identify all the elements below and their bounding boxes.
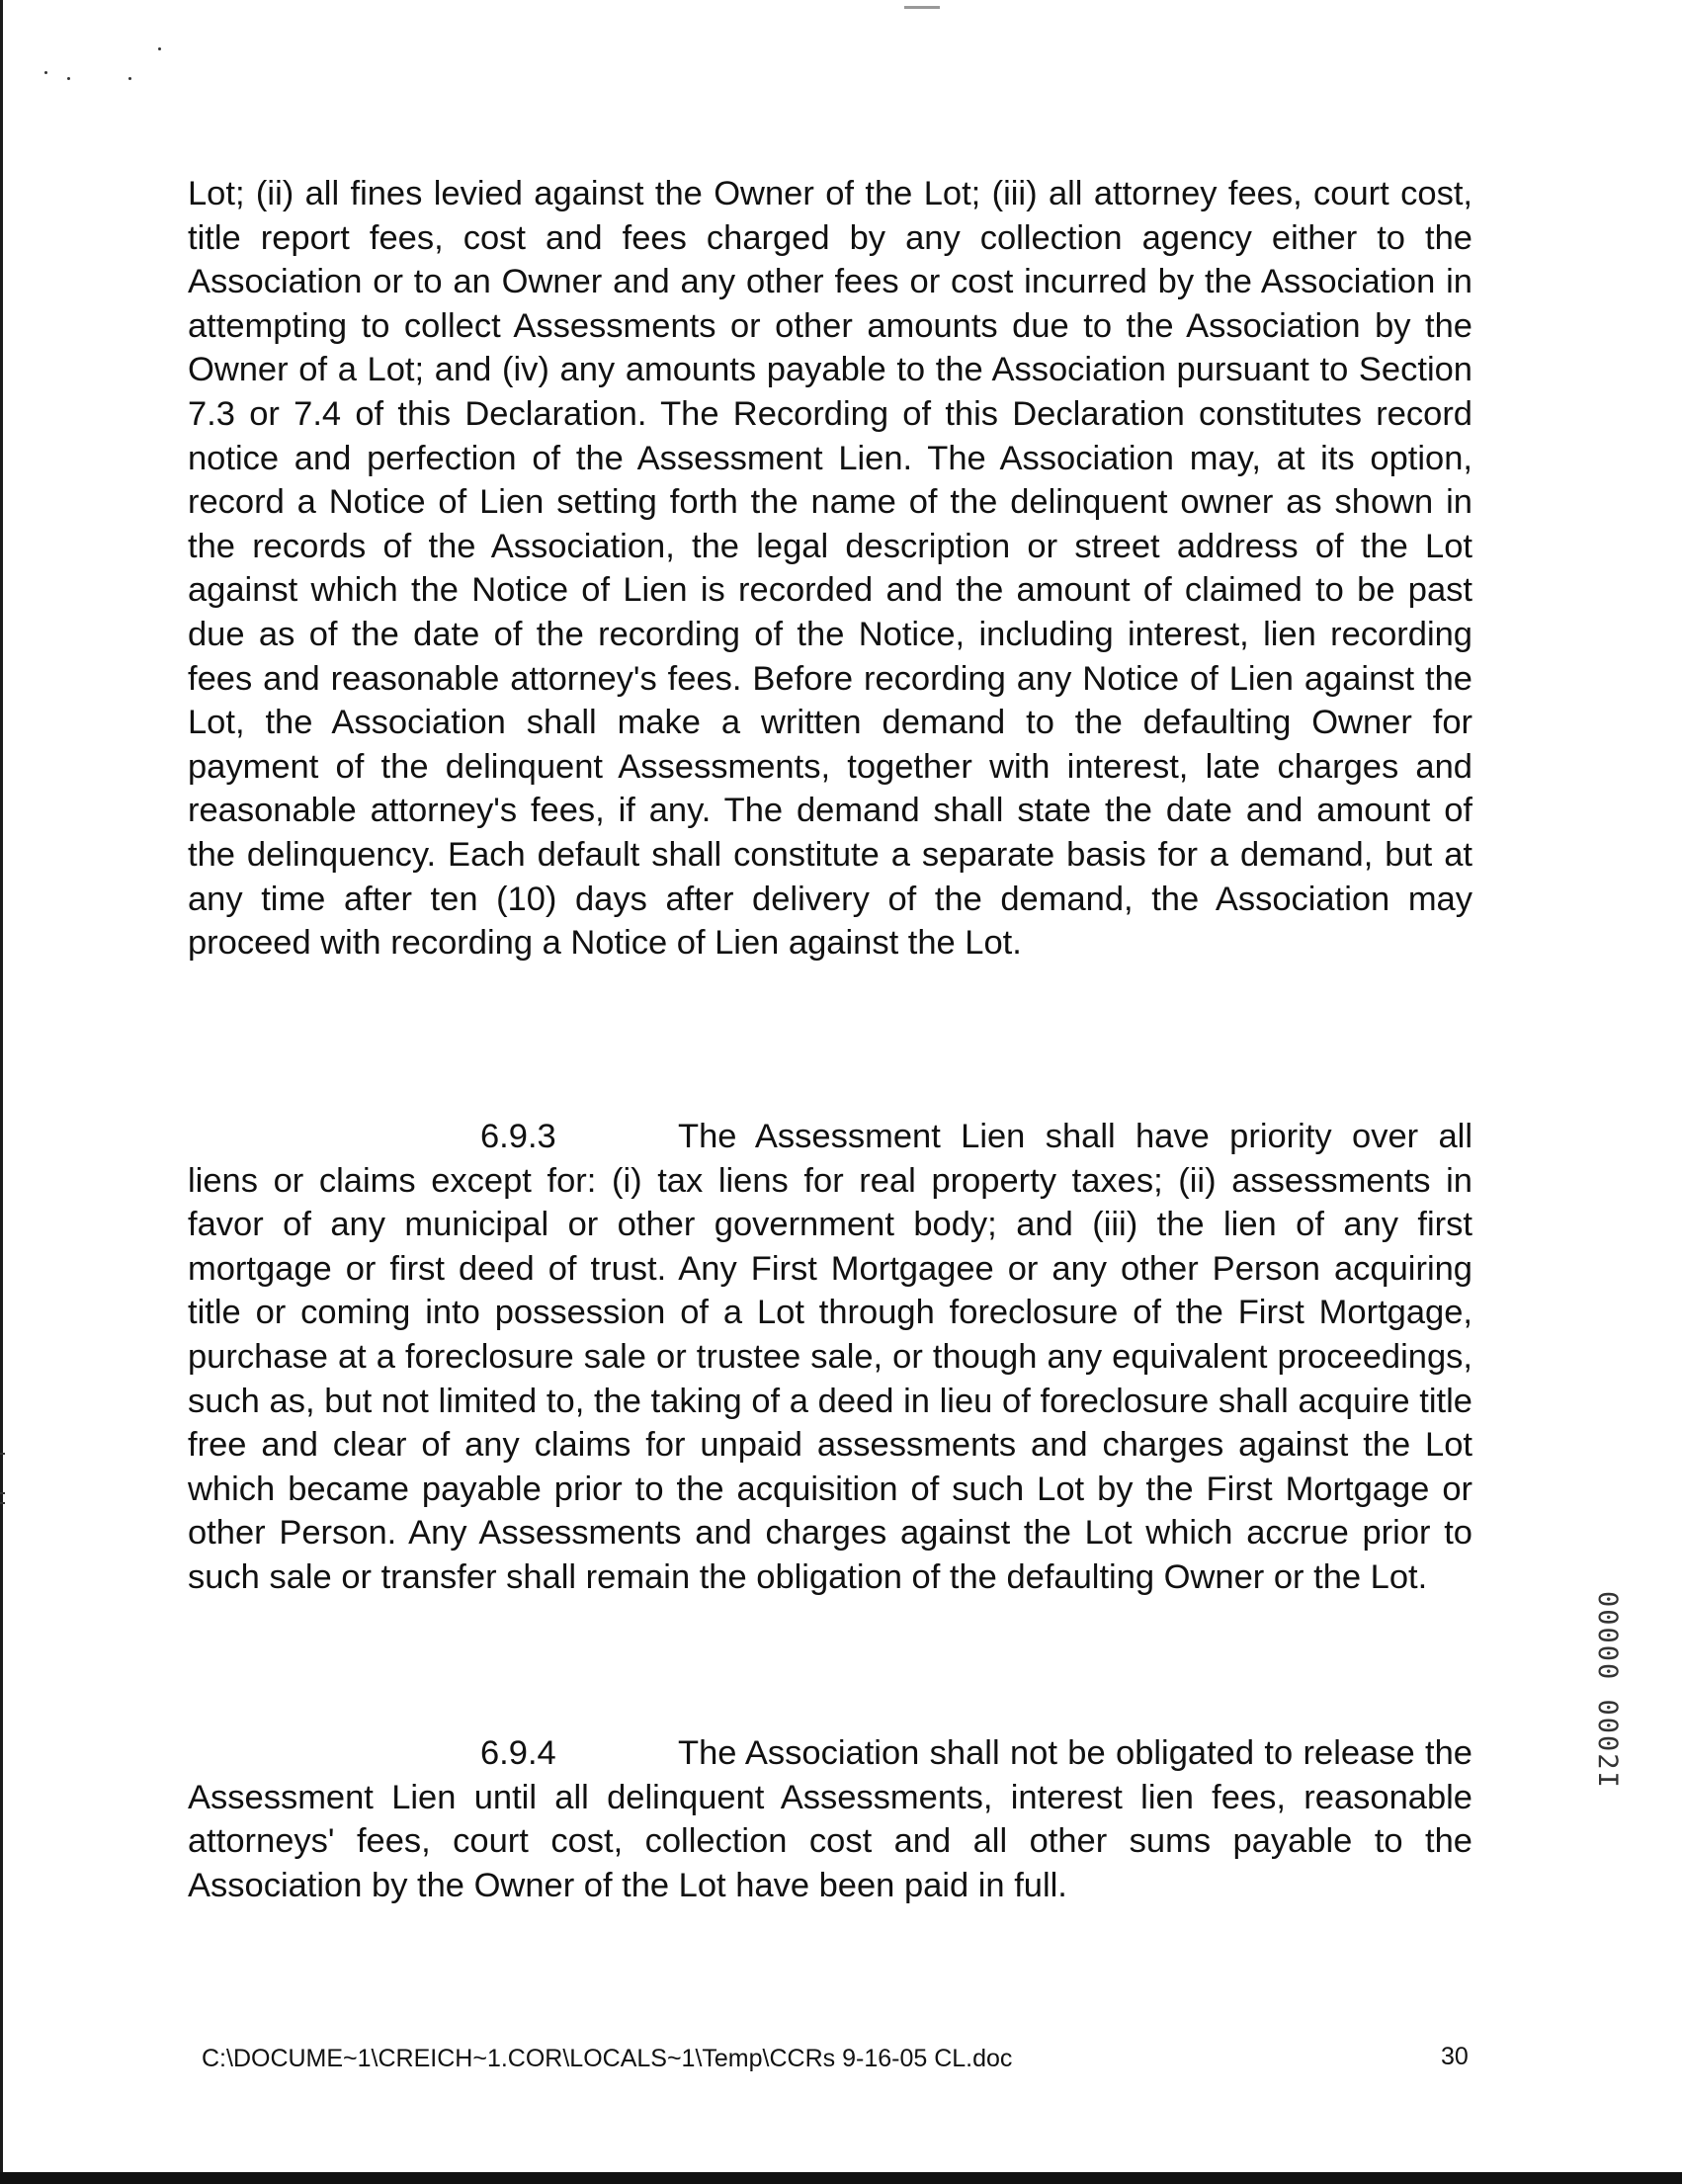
section-number: 6.9.4 <box>480 1734 556 1772</box>
scan-speck <box>158 47 161 50</box>
scan-tick <box>0 1453 5 1455</box>
scan-speck <box>44 71 47 74</box>
section-number: 6.9.3 <box>480 1118 556 1155</box>
document-body-section-2 <box>188 1115 1472 1600</box>
paragraph-text: The Association shall not be obligated to release the Assessment Lien until all delinquent Assessments, interest lien fees, reasonable attorneys' fees, court cost, collection cost and all other sums payable to the Association by the Owner of the Lot have been paid in full. <box>188 1734 1472 1904</box>
scan-speck <box>128 77 131 80</box>
paragraph-text: The Assessment Lien shall have priority over all liens or claims except for: (i) tax liens for real property taxes; (ii) assessments in favor of any municipal or other government body; and (iii) the lien of any first mortgage or first deed of trust. Any First Mortgagee or any other Person acquiring title or coming into possession of a Lot through foreclosure of the First Mortgage, purchase at a foreclosure sale or trustee sale, or though any equivalent proceedings, such as, but not limited to, the taking of a deed in lieu of foreclosure shall acquire title free and clear of any claims for unpaid assessments and charges against the Lot which became payable prior to the acquisition of such Lot by the First Mortgage or other Person. Any Assessments and charges against the Lot which accrue prior to such sale or transfer shall remain the obligation of the defaulting Owner or the Lot. <box>188 1118 1472 1596</box>
paragraph-6-9-4 <box>188 1731 1472 1907</box>
footer-page-number: 30 <box>1441 2043 1469 2070</box>
document-body-section-3 <box>188 1731 1472 1907</box>
scan-artifact-top <box>904 6 940 9</box>
page-bottom-edge <box>0 2172 1682 2184</box>
paragraph-6-9-3 <box>188 1115 1472 1600</box>
scan-speck <box>67 77 70 80</box>
side-bates-stamp: 00000 0002I <box>1592 1591 1623 1790</box>
scan-tick <box>0 1502 5 1504</box>
document-body-section-1 <box>188 172 1472 966</box>
footer-file-path: C:\DOCUME~1\CREICH~1.COR\LOCALS~1\Temp\CCRs 9-16-05 CL.doc <box>202 2045 1013 2072</box>
paragraph-continuation: Lot; (ii) all fines levied against the Owner of the Lot; (iii) all attorney fees, court cost, title report fees, cost and fees charged by any collection agency either to the Association or to an Owner and any other fees or cost incurred by the Association in attempting to collect Assessments or other amounts due to the Association by the Owner of a Lot; and (iv) any amounts payable to the Association pursuant to Section 7.3 or 7.4 of this Declaration. The Recording of this Declaration constitutes record notice and perfection of the Assessment Lien. The Association may, at its option, record a Notice of Lien setting forth the name of the delinquent owner as shown in the records of the Association, the legal description or street address of the Lot against which the Notice of Lien is recorded and the amount of claimed to be past due as of the date of the recording of the Notice, including interest, lien recording fees and reasonable attorney's fees. Before recording any Notice of Lien against the Lot, the Association shall make a written demand to the defaulting Owner for payment of the delinquent Assessments, together with interest, late charges and reasonable attorney's fees, if any. The demand shall state the date and amount of the delinquency. Each default shall constitute a separate basis for a demand, but at any time after ten (10) days after delivery of the demand, the Association may proceed with recording a Notice of Lien against the Lot. <box>188 175 1472 963</box>
scan-tick <box>0 1492 5 1494</box>
page-left-edge <box>0 0 3 2184</box>
